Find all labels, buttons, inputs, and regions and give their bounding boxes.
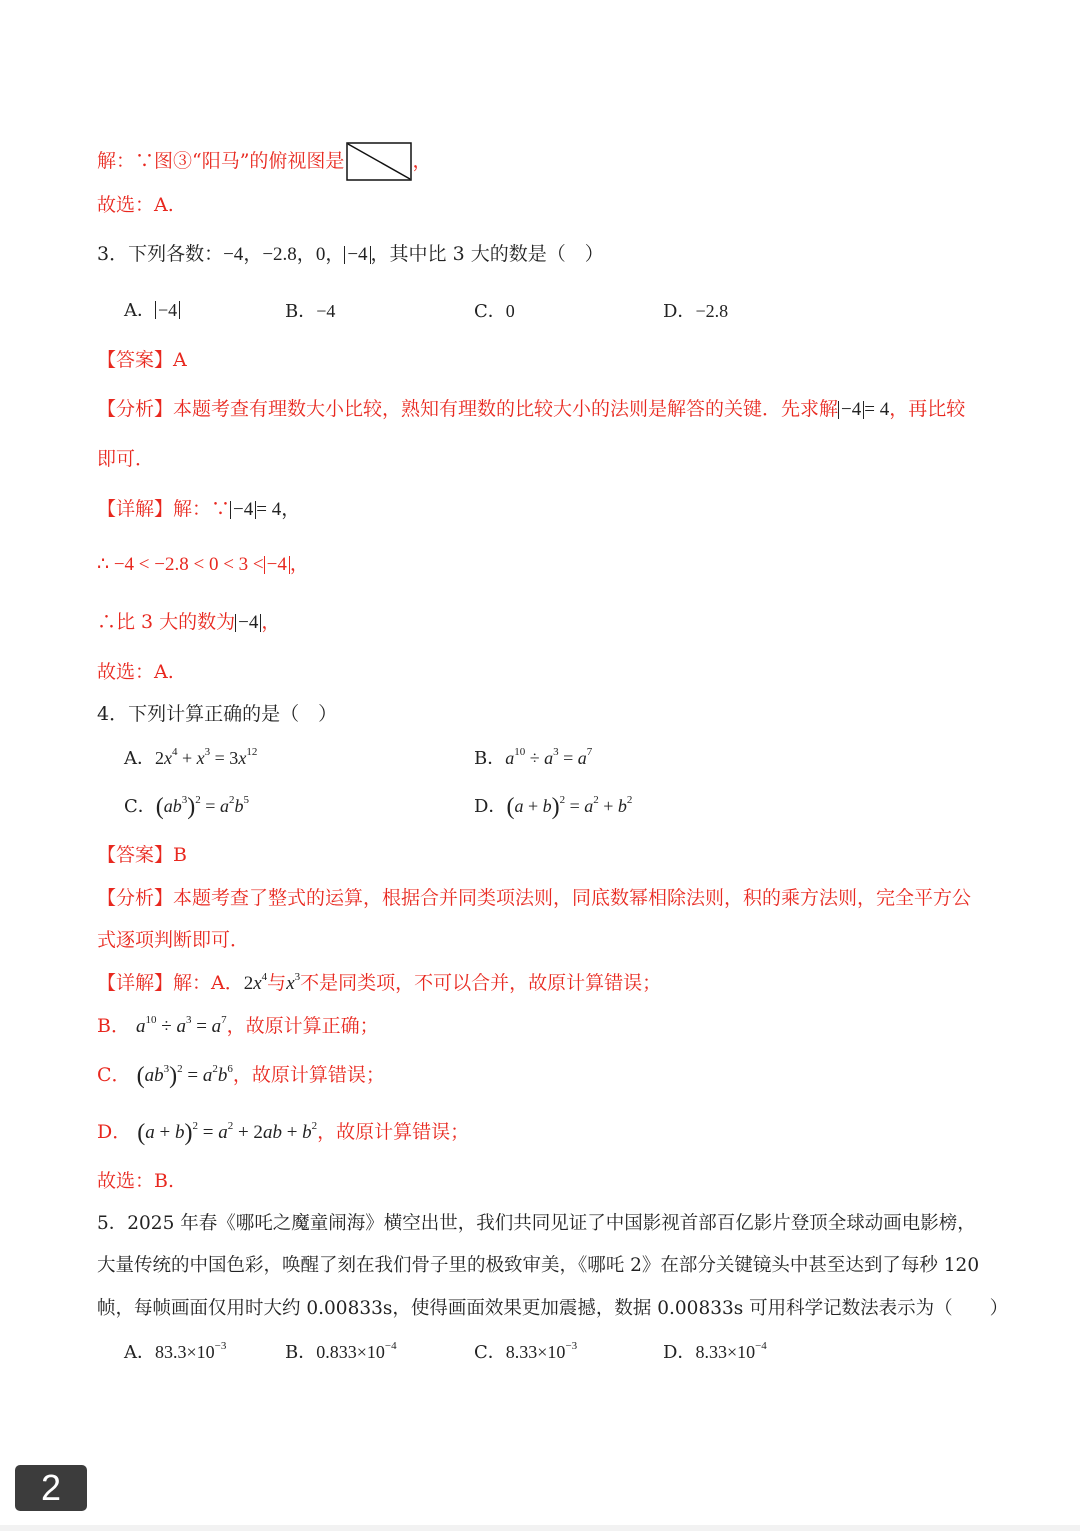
q3-stem: 3．下列各数：−4，−2.8，0， −4 ，其中比 3 大的数是（ ） xyxy=(97,243,604,265)
q3-option-b: B．−4 xyxy=(285,301,336,322)
q3-analysis-cont: 即可． xyxy=(97,448,155,470)
q5-option-d: D．$8.33\times 10^{-4}$ xyxy=(663,1340,767,1363)
q3-choice: 故选：A. xyxy=(97,661,174,683)
answer-choice-line: 故选：A. xyxy=(97,194,174,216)
q3-option-c: C．0 xyxy=(474,301,515,322)
q4-option-c: C．$(ab^3)^2 = a^2b^5$ xyxy=(124,794,249,820)
q3-option-d: D．−2.8 xyxy=(663,301,729,322)
q3-conclusion: ∴比 3 大的数为 −4 ， xyxy=(97,611,281,633)
q3-answer: 【答案】A xyxy=(97,349,187,371)
q3-detail: 【详解】解：∵ −4 = 4， xyxy=(97,498,301,520)
q4-detail-d: D． $(a + b)^2 = a^2 + 2ab + b^2$，故原计算错误； xyxy=(97,1120,470,1146)
page-number-badge: 2 xyxy=(15,1465,87,1511)
q4-answer: 【答案】B xyxy=(97,844,187,866)
top-view-rectangle-icon xyxy=(346,142,412,182)
q5-stem-line3: 帧，每帧画面仅用时大约 0.00833s，使得画面效果更加震撼，数据 0.00833s 可用科学记数法表示为（ ） xyxy=(97,1298,1009,1319)
q4-option-a: A．$2x^4 + x^3 = 3x^{12}$ xyxy=(124,746,258,769)
q4-option-b: B．$a^{10} \div a^3 = a^7$ xyxy=(474,746,593,769)
q4-analysis: 【分析】本题考查了整式的运算，根据合并同类项法则，同底数幂相除法则，积的乘方法则，完全平方公 xyxy=(97,887,972,909)
q5-stem-line1: 5．2025 年春《哪吒之魔童闹海》横空出世，我们共同见证了中国影视首部百亿影片登顶全球动画电影榜， xyxy=(97,1213,976,1234)
q5-option-b: B．$0.833\times 10^{-4}$ xyxy=(285,1340,397,1363)
q5-stem-line2: 大量传统的中国色彩，唤醒了刻在我们骨子里的极致审美，《哪吒 2》在部分关键镜头中甚至达到了每秒 120 xyxy=(97,1255,980,1276)
q4-analysis-cont: 式逐项判断即可． xyxy=(97,929,250,951)
q4-option-d: D．$(a + b)^2 = a^2 + b^2$ xyxy=(474,794,633,820)
q4-choice: 故选：B. xyxy=(97,1170,175,1192)
q3-inequality-chain: ∴ −4 < −2.8 < 0 < 3 < −4 ， xyxy=(97,553,309,575)
solution-line: 解：∵图③“阳马”的俯视图是 ， xyxy=(97,142,431,182)
q4-detail-a: 【详解】解：A．$2x^4$与$x^3$不是同类项，不可以合并，故原计算错误； xyxy=(97,971,662,994)
q5-option-c: C．$8.33\times 10^{-3}$ xyxy=(474,1340,578,1363)
q4-detail-c: C． $(ab^3)^2 = a^2b^6$，故原计算错误； xyxy=(97,1063,385,1089)
q4-stem: 4．下列计算正确的是（ ） xyxy=(97,703,338,725)
q4-detail-b: B． $a^{10} \div a^3 = a^7$，故原计算正确； xyxy=(97,1014,379,1037)
q3-option-a: A． −4 xyxy=(124,298,180,324)
q5-option-a: A．$83.3\times 10^{-3}$ xyxy=(124,1340,227,1363)
q3-analysis: 【分析】本题考查有理数大小比较，熟知有理数的比较大小的法则是解答的关键．先求解 −4 = 4，再比较 xyxy=(97,398,966,420)
